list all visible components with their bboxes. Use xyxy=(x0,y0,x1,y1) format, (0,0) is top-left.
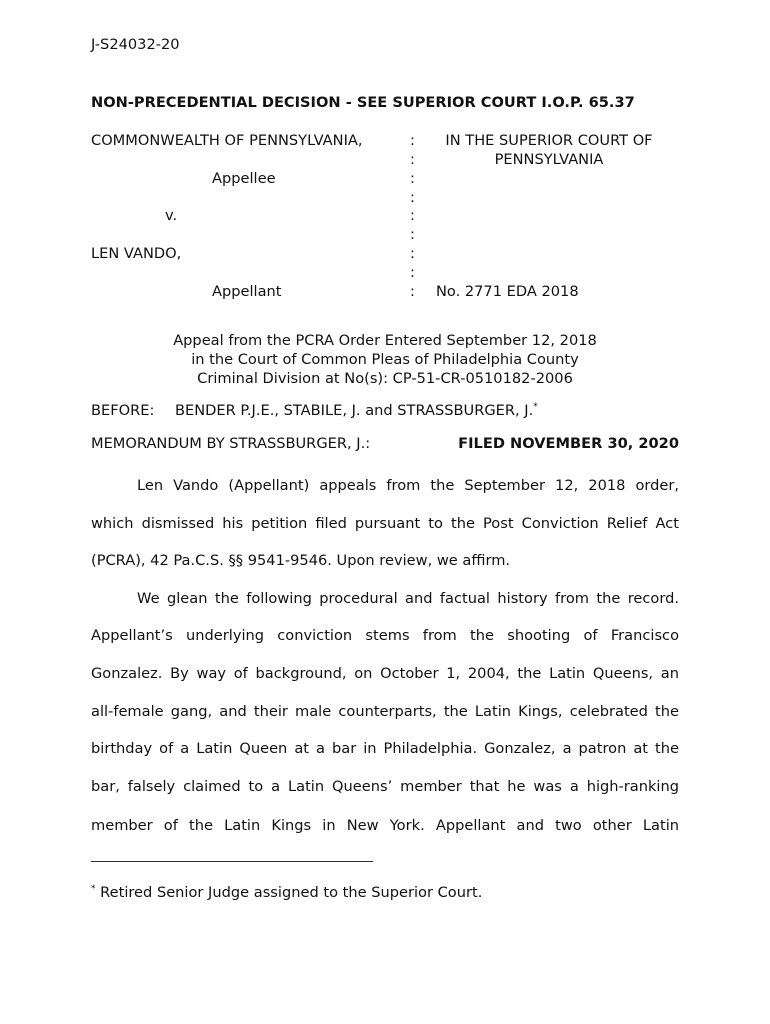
caption-colon: : xyxy=(410,132,415,149)
caption-colon: : xyxy=(410,170,415,187)
body-line: We glean the following procedural and factual history from the record. xyxy=(137,590,679,607)
footnote xyxy=(91,884,482,903)
body-line: all-female gang, and their male counterparts, the Latin Kings, celebrated the xyxy=(91,703,679,720)
caption-colon: : xyxy=(410,151,415,168)
appeal-info-line: in the Court of Common Pleas of Philadelphia County xyxy=(191,351,579,368)
appeal-info-line: Appeal from the PCRA Order Entered September 12, 2018 xyxy=(173,332,597,349)
party-appellant-role: Appellant xyxy=(212,283,282,300)
filed-date: FILED NOVEMBER 30, 2020 xyxy=(458,435,679,452)
body-line: bar, falsely claimed to a Latin Queens’ member that he was a high-ranking xyxy=(91,778,679,795)
caption-colon: : xyxy=(410,245,415,262)
versus-label: v. xyxy=(165,207,178,224)
before-label: BEFORE: xyxy=(91,402,155,419)
footnote-divider xyxy=(91,861,373,862)
caption-colon: : xyxy=(410,189,415,206)
body-line: (PCRA), 42 Pa.C.S. §§ 9541-9546. Upon review, we affirm. xyxy=(91,552,511,569)
caption-colon: : xyxy=(410,264,415,281)
body-line: which dismissed his petition filed pursuant to the Post Conviction Relief Act xyxy=(91,515,679,532)
footnote-text: Retired Senior Judge assigned to the Superior Court. xyxy=(100,884,483,901)
caption-colon: : xyxy=(410,226,415,243)
memorandum-author: MEMORANDUM BY STRASSBURGER, J.: xyxy=(91,435,371,452)
caption-colon: : xyxy=(410,207,415,224)
court-name-line-1: IN THE SUPERIOR COURT OF xyxy=(445,132,653,149)
body-line: member of the Latin Kings in New York. Appellant and two other Latin xyxy=(91,817,679,834)
party-appellant: LEN VANDO, xyxy=(91,245,182,262)
docket-number: No. 2771 EDA 2018 xyxy=(436,283,579,300)
appeal-info-line: Criminal Division at No(s): CP-51-CR-0510182-2006 xyxy=(197,370,573,387)
docket-id: J-S24032-20 xyxy=(91,36,180,53)
body-line: Len Vando (Appellant) appeals from the September 12, 2018 order, xyxy=(137,477,679,494)
decision-title: NON-PRECEDENTIAL DECISION - SEE SUPERIOR COURT I.O.P. 65.37 xyxy=(91,94,635,111)
party-commonwealth-role: Appellee xyxy=(212,170,276,187)
panel-judges-text: BENDER P.J.E., STABILE, J. and STRASSBURGER, J. xyxy=(175,402,534,419)
footnote-reference: * xyxy=(533,402,538,413)
panel-judges xyxy=(175,402,538,421)
footnote-mark: * xyxy=(91,884,96,895)
party-commonwealth: COMMONWEALTH OF PENNSYLVANIA, xyxy=(91,132,363,149)
body-line: Appellant’s underlying conviction stems from the shooting of Francisco xyxy=(91,627,679,644)
court-name-line-2: PENNSYLVANIA xyxy=(494,151,604,168)
caption-colon: : xyxy=(410,283,415,300)
body-line: birthday of a Latin Queen at a bar in Philadelphia. Gonzalez, a patron at the xyxy=(91,740,679,757)
body-line: Gonzalez. By way of background, on October 1, 2004, the Latin Queens, an xyxy=(91,665,679,682)
